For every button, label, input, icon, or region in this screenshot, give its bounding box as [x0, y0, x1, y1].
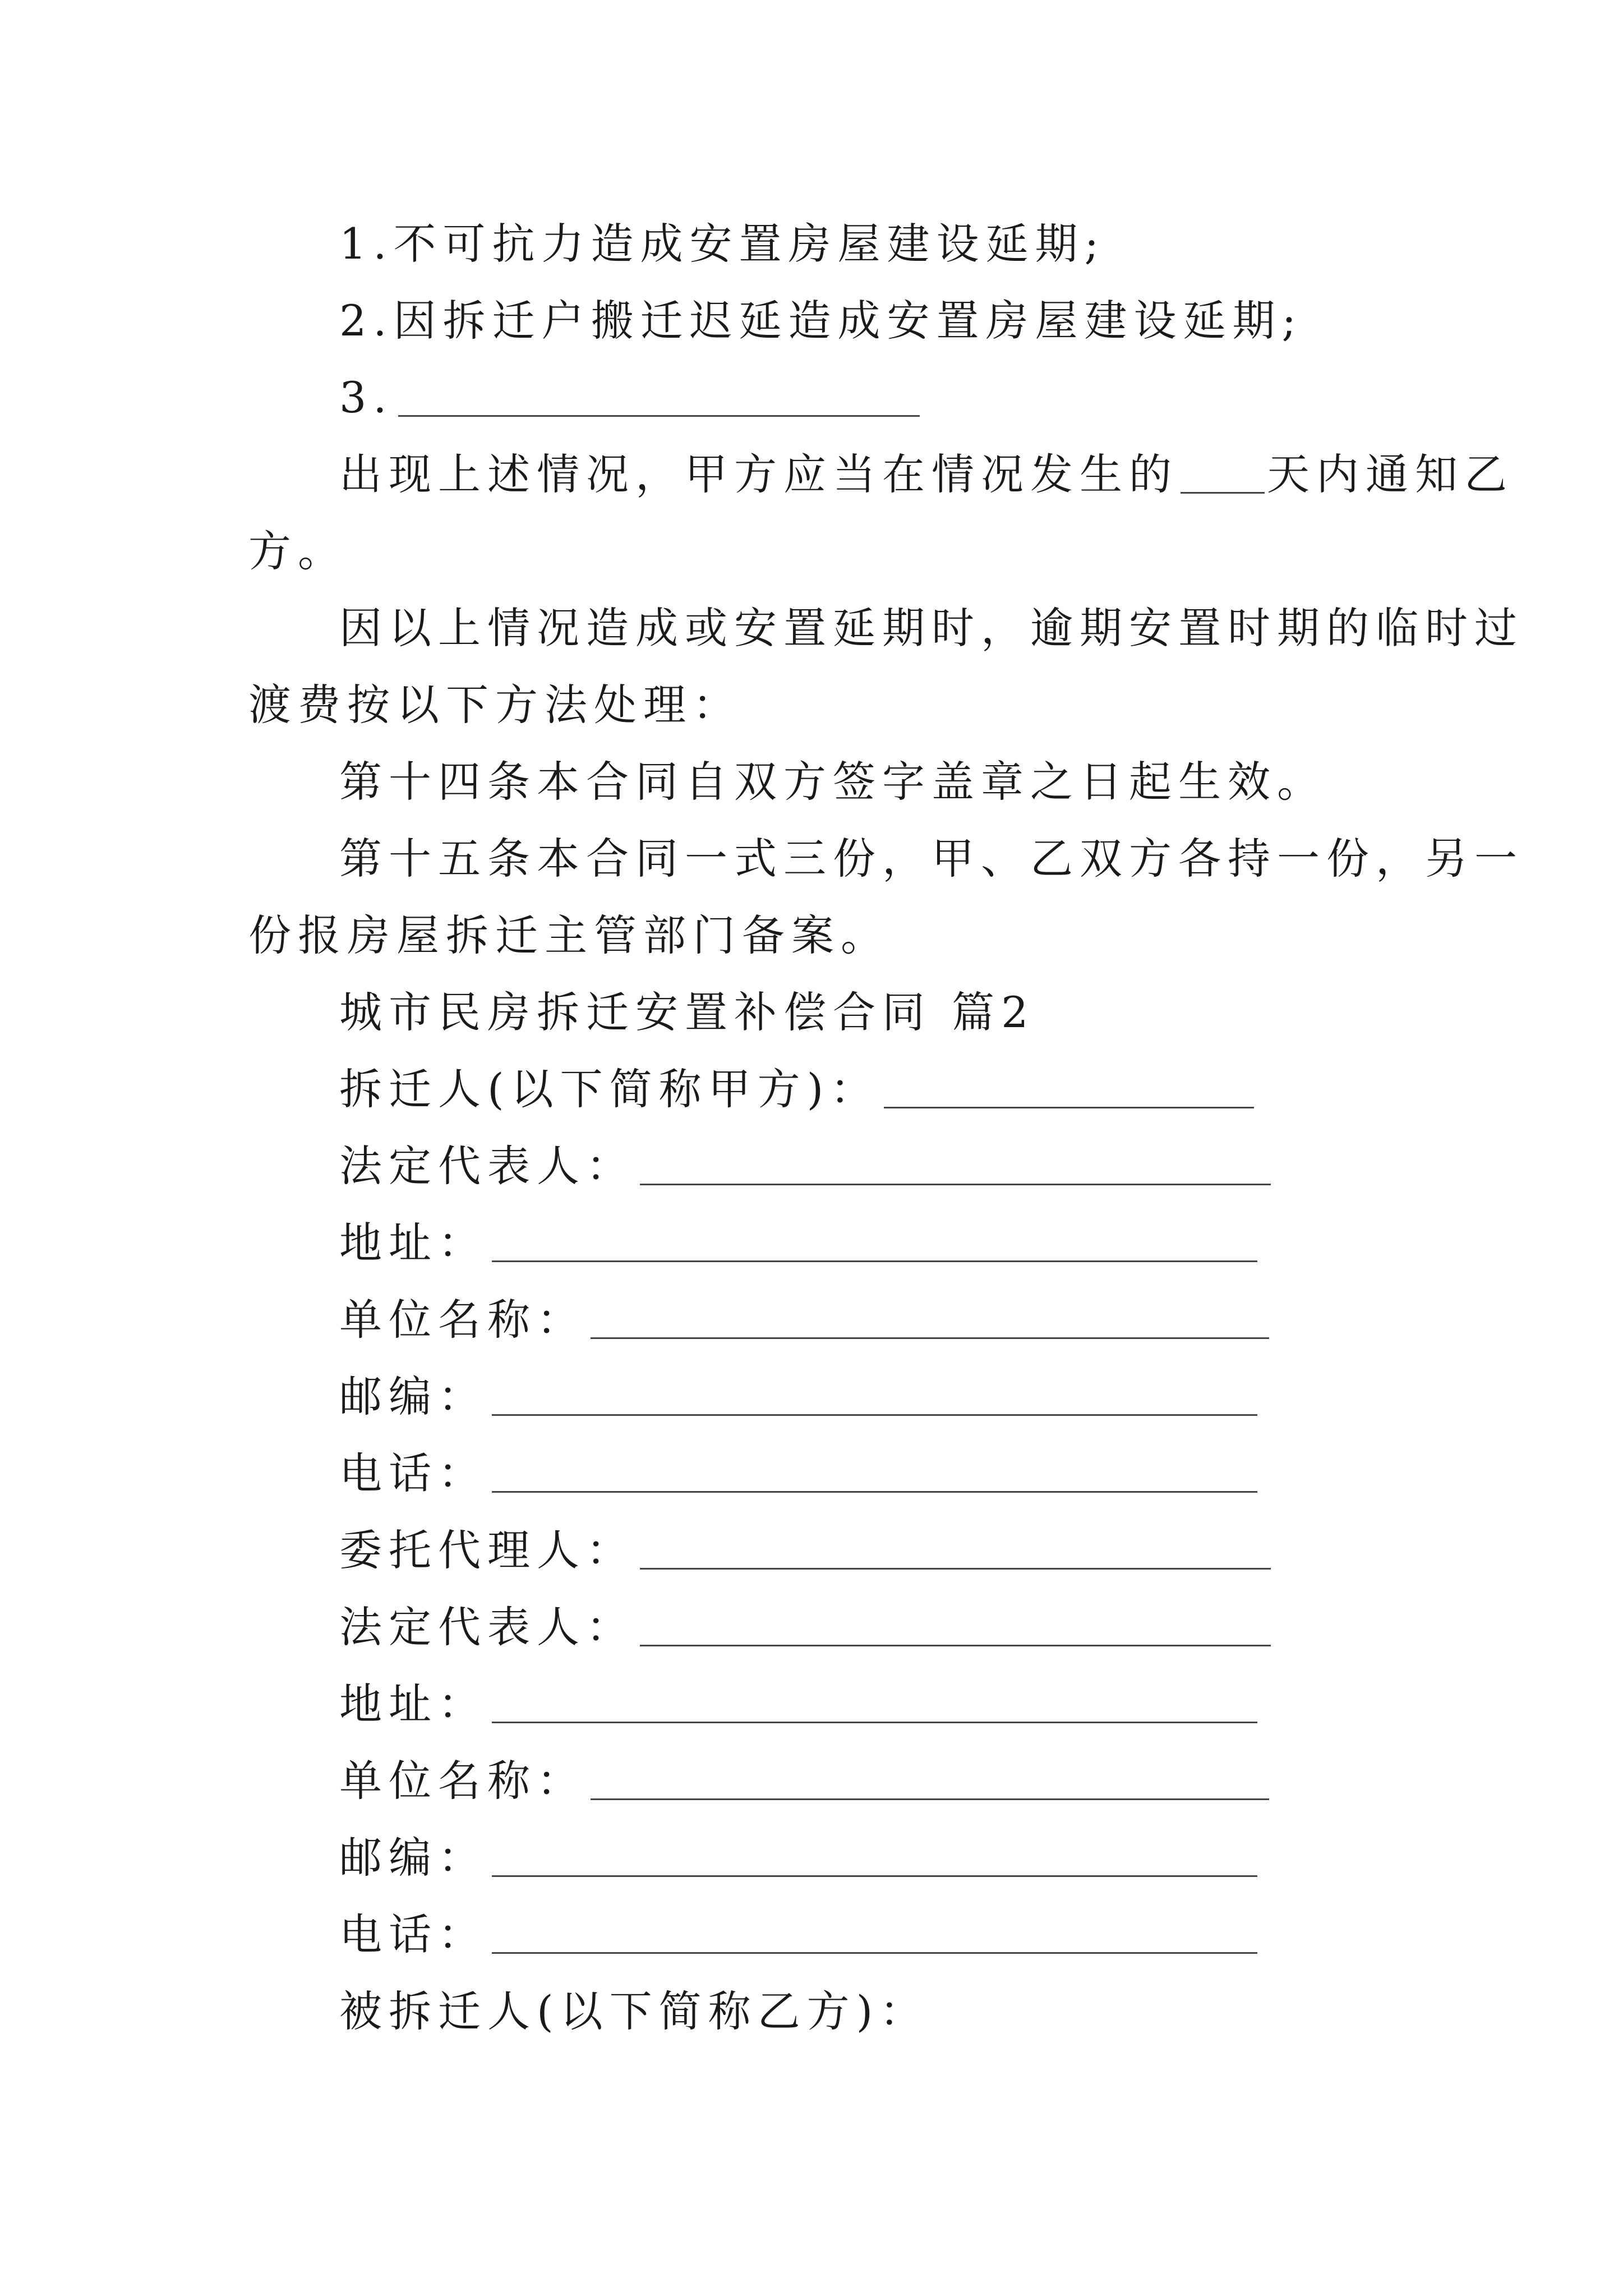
unit-name-label-1: 单位名称：	[339, 1295, 586, 1345]
postcode-blank-2	[492, 1836, 1257, 1877]
article-15-text: 第十五条本合同一式三份，甲、乙双方各持一份，另一	[339, 834, 1524, 884]
notice-days-blank	[1181, 453, 1265, 494]
address-field-1	[339, 1215, 1257, 1271]
delay-clause-continuation	[248, 677, 742, 733]
unit-name-field-1	[339, 1292, 1269, 1348]
delay-clause-continuation-text: 渡费按以下方法处理：	[248, 680, 742, 730]
postcode-label-1: 邮编：	[339, 1372, 487, 1421]
article-15	[339, 831, 1524, 887]
notice-clause-text-start: 出现上述情况，甲方应当在情况发生的	[339, 449, 1178, 499]
postcode-label-2: 邮编：	[339, 1833, 487, 1883]
phone-label-2: 电话：	[339, 1910, 487, 1959]
address-label-1: 地址：	[339, 1218, 487, 1268]
party-b-label: 被拆迁人(以下简称乙方)：	[339, 1986, 929, 2036]
clause-item-1	[339, 216, 1105, 272]
agent-label: 委托代理人：	[339, 1525, 635, 1575]
address-blank-1	[492, 1221, 1257, 1262]
section-title	[339, 984, 1035, 1041]
party-a-blank	[884, 1068, 1254, 1108]
delay-clause	[339, 600, 1524, 656]
legal-rep-label-1: 法定代表人：	[339, 1141, 635, 1191]
section-title-text: 城市民房拆迁安置补偿合同 篇2	[339, 987, 1035, 1037]
phone-blank-1	[492, 1452, 1257, 1493]
clause-item-3	[339, 370, 920, 426]
party-a-field	[339, 1061, 1254, 1117]
article-14-text: 第十四条本合同自双方签字盖章之日起生效。	[339, 757, 1326, 807]
notice-clause	[339, 447, 1514, 503]
agent-blank	[640, 1529, 1271, 1570]
article-15-continuation-text: 份报房屋拆迁主管部门备案。	[248, 910, 890, 960]
article-15-continuation	[248, 908, 890, 964]
party-a-label: 拆迁人(以下简称甲方)：	[339, 1064, 880, 1114]
legal-rep-blank-2	[640, 1605, 1271, 1646]
clause-item-3-text: 3.	[339, 372, 394, 422]
postcode-blank-1	[492, 1375, 1257, 1416]
legal-rep-blank-1	[640, 1144, 1271, 1185]
delay-clause-text: 因以上情况造成或安置延期时，逾期安置时期的临时过	[339, 603, 1524, 653]
notice-clause-text-end: 天内通知乙	[1267, 449, 1514, 499]
unit-name-blank-2	[591, 1759, 1269, 1800]
unit-name-field-2	[339, 1753, 1269, 1809]
phone-field-2	[339, 1907, 1257, 1963]
article-14	[339, 754, 1326, 810]
address-label-2: 地址：	[339, 1679, 487, 1729]
notice-clause-continuation-text: 方。	[248, 526, 347, 576]
clause-item-1-text: 1.不可抗力造成安置房屋建设延期;	[339, 219, 1106, 269]
address-field-2	[339, 1676, 1257, 1732]
agent-field	[339, 1522, 1271, 1579]
address-blank-2	[492, 1682, 1257, 1723]
party-b-field	[339, 1984, 929, 2040]
clause-item-2	[339, 293, 1303, 349]
notice-clause-continuation	[248, 523, 347, 579]
unit-name-label-2: 单位名称：	[339, 1756, 586, 1806]
legal-rep-field-2	[339, 1599, 1271, 1655]
phone-label-1: 电话：	[339, 1448, 487, 1498]
unit-name-blank-1	[591, 1298, 1269, 1339]
clause-item-2-text: 2.因拆迁户搬迁迟延造成安置房屋建设延期;	[339, 296, 1303, 346]
phone-blank-2	[492, 1913, 1257, 1954]
phone-field-1	[339, 1446, 1257, 1502]
postcode-field-2	[339, 1830, 1257, 1886]
clause-item-3-blank	[398, 376, 920, 417]
legal-rep-field-1	[339, 1138, 1271, 1194]
postcode-field-1	[339, 1369, 1257, 1425]
legal-rep-label-2: 法定代表人：	[339, 1602, 635, 1652]
